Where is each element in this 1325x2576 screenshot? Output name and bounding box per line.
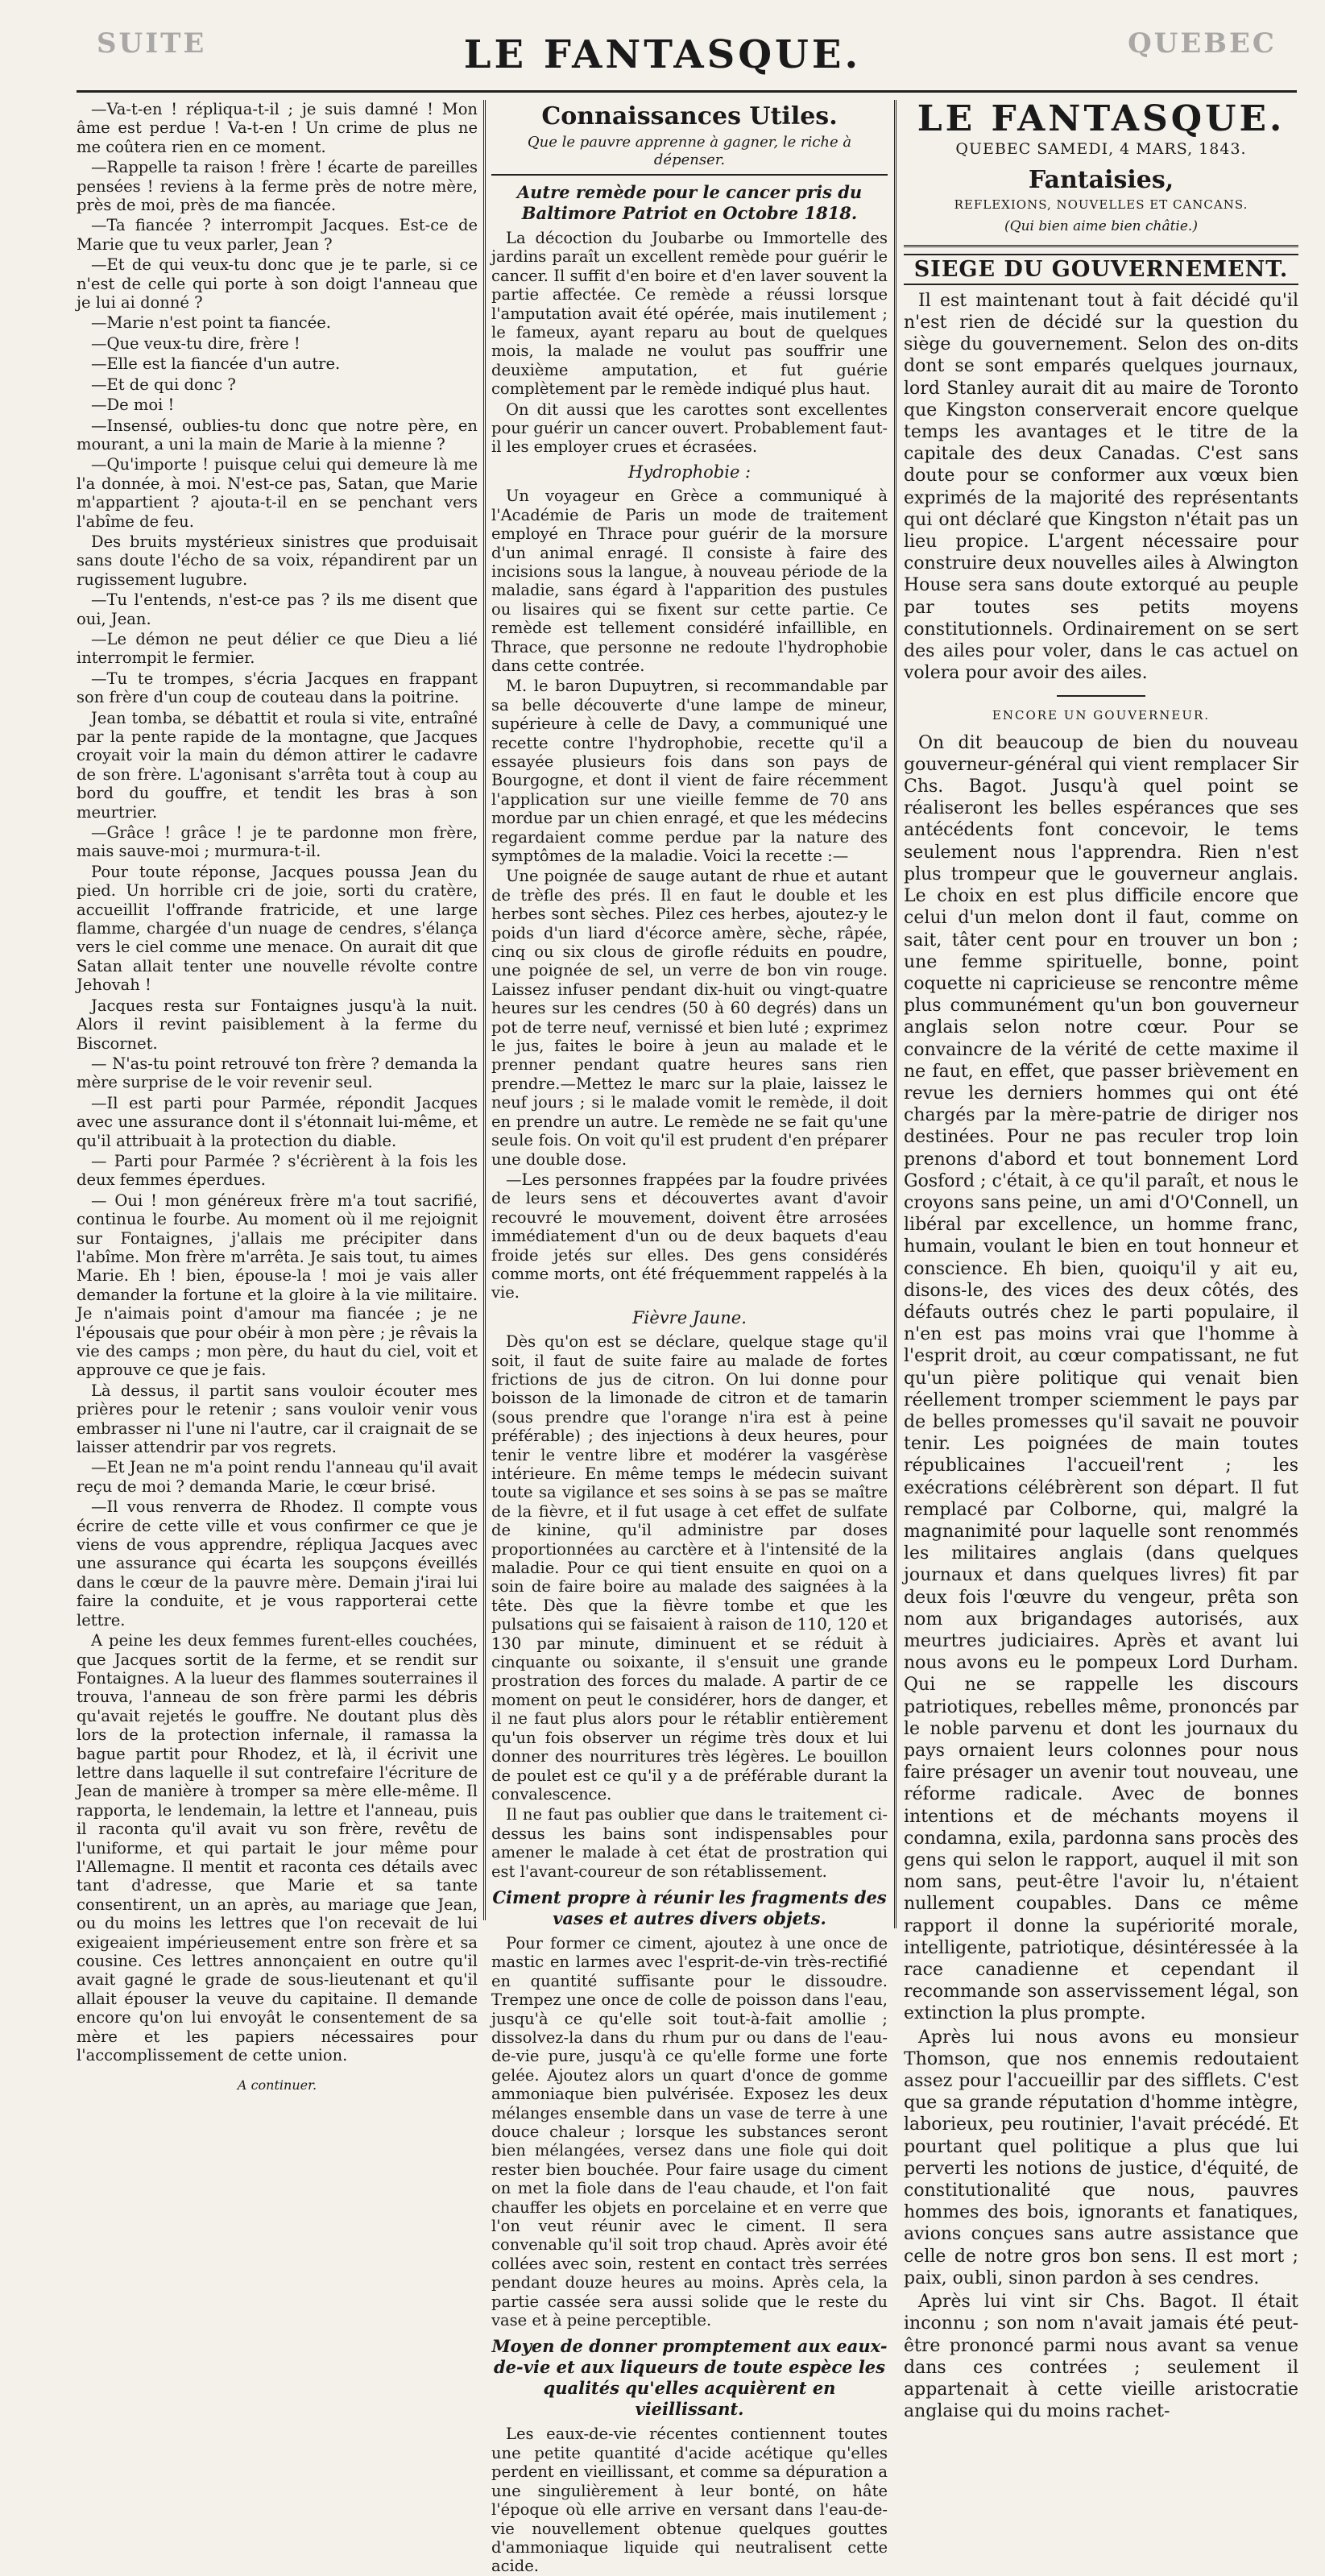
paragraph: —Et Jean ne m'a point rendu l'anneau qu'il avait reçu de moi ? demanda Marie, le cœur brisé.: [77, 1458, 478, 1496]
paragraph: —Le démon ne peut délier ce que Dieu a lié interrompit le fermier.: [77, 629, 478, 668]
paragraph: —Marie n'est point ta fiancée.: [91, 313, 331, 333]
paragraph: A peine les deux femmes furent-elles couchées, que Jacques sortit de la ferme, et se rendit sur Fontaignes. A la lueur des flammes souterraines il trouva, l'anneau de son frère parmi les débris qu'avait rejetés le gouffre. Ne doutant plus dès lors de la protection infernale, il ramassa la bague partit pour Rhodez, et là, il écrivit une lettre dans laquelle il sut contrefaire l'écriture de Jean de manière à tromper sa mère elle-même. Il rapporta, le lendemain, la lettre et l'anneau, puis il raconta qu'il avait vu son frère, revêtu de l'uniforme, et qui partait le jour même pour l'Allemagne. Il mentit et raconta ces détails avec tant d'adresse, que Marie et sa tante consentirent, un an après, au mariage que Jean, ou du moins les lettres que l'on recevait de lui exigeaient impérieusement entre son frère et sa cousine. Ces lettres annonçaient en outre qu'il avait gagné le grade de sous-lieutenant et qu'il allait épouser la veuve du capitaine. Il demande encore qu'on lui envoyât le consentement de sa mère et les papiers nécessaires pour l'accomplissement de cette union.: [77, 1631, 478, 2065]
paragraph: M. le baron Dupuytren, si recommandable par sa belle découverte d'une lampe de mineur, supérieure à celle de Davy, a communiqué une recette contre l'hydrophobie, recette qu'il a essayée plusieurs fois dans son pays de Bourgogne, et dont il vient de faire récemment l'application sur une vieille femme de 70 ans mordue par un chien enragé, et que les médecins regardaient comme perdue par la nature des symptômes de la maladie. Voici la recette :—: [491, 677, 888, 865]
paragraph: —Les personnes frappées par la foudre privées de leurs sens et découvertes avant d'avoir recouvré le mouvement, doivent être arrosées immédiatement d'un ou de deux baquets d'eau froide jetés sur elles. Des gens considérés comme morts, ont été fréquemment rappelés à la vie.: [491, 1170, 888, 1302]
article-title: SIEGE DU GOUVERNEMENT.: [904, 254, 1298, 285]
column-useful-knowledge: [491, 100, 888, 2576]
paragraph: —Va-t-en ! répliqua-t-il ; je suis damné ! Mon âme est perdue ! Va-t-en ! Un crime de plus ne me coûtera rien en ce moment.: [77, 100, 478, 156]
masthead-bleedthrough-left: SUITE: [97, 27, 207, 60]
column-rule-2: [894, 100, 896, 1928]
paragraph: —Et de qui donc ?: [91, 375, 236, 394]
paragraph: —Tu l'entends, n'est-ce pas ? ils me disent que oui, Jean.: [77, 590, 478, 628]
paragraph: — Parti pour Parmée ? s'écrièrent à la fois les deux femmes éperdues.: [77, 1151, 478, 1190]
paragraph: Là dessus, il partit sans vouloir écouter mes prières pour le retenir ; sans vouloir venir vous embrasser ni l'une ni l'autre, car il craignait de se laisser attendrir par vos regrets.: [77, 1381, 478, 1457]
paragraph: —Il est parti pour Parmée, répondit Jacques avec une assurance dont il s'étonnait lui-même, et qu'il attribuait à la protection du diable.: [77, 1093, 478, 1150]
item-title: Autre remède pour le cancer pris du Baltimore Patriot en Octobre 1818.: [516, 182, 863, 223]
paragraph: Une poignée de sauge autant de rhue et autant de trèfle des prés. Il en faut le double et les herbes sont sèches. Pilez ces herbes, ajoutez-y le poids d'un liard d'écorce amère, sèche, râpée, cinq ou six clous de girofle réduits en poudre, une poignée de sel, un verre de bon vin rouge. Laissez infuser pendant dix-huit ou vingt-quatre heures sur les cendres (50 à 60 degrés) dans un pot de terre neuf, vernissé et bien luté ; exprimez le jus, faites le boire à jeun au malade et le prenner pendant quatre heures sans rien prendre.—Mettez le marc sur la plaie, laissez le neuf jours ; si le malade vomit le remède, il doit en prendre un autre. Le remède ne se fait qu'une seule fois. On voit qu'il est prudent d'en préparer une double dose.: [491, 867, 888, 1169]
paragraph: —Grâce ! grâce ! je te pardonne mon frère, mais sauve-moi ; murmura-t-il.: [77, 823, 478, 861]
top-rule: [77, 90, 1297, 93]
paragraph: On dit beaucoup de bien du nouveau gouverneur-général qui vient remplacer Sir Chs. Bagot. Jusqu'à quel point se réaliseront les belles espérances que ses antécédents font concevoir, le tems seulement nous l'apprendra. Rien n'est plus trompeur que le gouverneur anglais. Le choix en est plus difficile encore que celui d'un melon dont il faut, comme on sait, tâter cent pour en trouver un bon ; une femme spirituelle, bonne, point coquette ni capricieuse se rencontre même plus communément qu'un bon gouverneur anglais selon notre cœur. Pour se convaincre de la vérité de cette maxime il ne faut, en effet, que passer brièvement en revue les derniers hommes qui ont été chargés par la mère-patrie de diriger nos destinées. Pour ne pas reculer trop loin prenons d'abord et tout bonnement Lord Gosford ; c'était, à ce qu'il paraît, et nous le croyons sans peine, un ami d'O'Connell, un libéral par excellence, un homme franc, humain, voulant le bien en tout honneur et conscience. Eh bien, quoiqu'il y ait eu, disons-le, des vices des deux côtés, des défauts outrés chez le parti populaire, il n'en est pas moins vrai que l'homme à l'esprit droit, au cœur compatissant, ne fut qu'un pière politique qui venait bien réellement tromper sciemment le pays par de belles promesses qu'il savait ne pouvoir tenir. Les poignées de main toutes républicaines l'accueil'rent ; les exécrations célébrèrent son départ. Il fut remplacé par Colborne, qui, malgré la magnanimité pour laquelle sont renommés les militaires anglais (dans quelques journaux et dans quelques livres) fit par deux fois l'œuvre du vengeur, prêta son nom aux brigandages autorisés, aux meurtres judiciaires. Après et avant lui nous avons eu le pompeux Lord Durham. Qui ne se rappelle les discours patriotiques, rebelles même, prononcés par le noble parvenu et dont les journaux du pays ornaient leurs colonnes pour nous faire présager un avenir tout nouveau, une réforme radicale. Avec de bonnes intentions et de méchants moyens il condamna, exila, pardonna sans procès des gens qui selon le rapport, auquel il mit son nom sans, peut-être l'avoir lu, n'étaient nullement coupables. Dans ce même rapport il donne la supériorité morale, intelligente, patriotique, désintéressée à la race canadienne et cependant il recommande son asservissement légal, son extinction la plus prompte.: [904, 732, 1298, 2024]
article-title: ENCORE UN GOUVERNEUR.: [992, 708, 1211, 723]
paragraph: Il ne faut pas oublier que dans le traitement ci-dessus les bains sont indispensables pour amener le malade à cet état de prostration qui est l'avant-coureur de son rétablissement.: [491, 1805, 888, 1881]
section-motto: Que le pauvre apprenne à gagner, le riche à dépenser.: [491, 134, 888, 176]
masthead-title: LE FANTASQUE.: [463, 32, 862, 77]
paragraph: —Que veux-tu dire, frère !: [91, 333, 300, 353]
column-story: [77, 100, 478, 2094]
paragraph: —Insensé, oublies-tu donc que notre père, en mourant, a uni la main de Marie à la mienne ?: [77, 416, 478, 453]
paragraph: Pour toute réponse, Jacques poussa Jean du pied. Un horrible cri de joie, sorti du cratère, accueillit l'offrande fratricide, et une large flamme, chargée d'un nuage de cendres, s'élança vers le ciel comme une menace. On aurait dit que Satan allait tenter une nouvelle révolte contre Jehovah !: [77, 862, 478, 995]
section-title: Fantaisies,: [1028, 166, 1174, 195]
item-title: Moyen de donner promptement aux eaux-de-vie et aux liqueurs de toute espèce les qualités qu'elles acquièrent en vieillissant.: [491, 2336, 888, 2420]
masthead-bleedthrough-right: QUEBEC: [1128, 27, 1277, 60]
item-title: Fièvre Jaune.: [632, 1307, 747, 1327]
paragraph: Dès qu'on est se déclare, quelque stage qu'il soit, il faut de suite faire au malade de fortes frictions de jus de citron. On lui donne pour boisson de la limonade de citron et de tamarin (sous prendre que l'orange n'ira est à peine préférable) ; des injections à deux heures, pour tenir le ventre libre et modérer la vasgérèse intérieure. En même temps le médecin suivant toute sa vigilance et ses soins à se pas se maître de la fièvre, et il fut usage à cet effet de sulfate de kinine, qu'il administre par doses proportionnées au carctère et à l'intensité de la maladie. Pour ce qui tient ensuite en quoi on a soin de faire boire au malade des saignées à la tête. Dès que la fièvre tombe et que les pulsations qui se faisaient à raison de 110, 120 et 130 par minute, diminuent et se réduit à cinquante ou soixante, il s'ensuit une grande prostration des forces du malade. A partir de ce moment on peut le considérer, hors de danger, et il ne faut plus alors pour le rétablir entièrement qu'un fois observer un régime très doux et lui donner des nourritures très légères. Le bouillon de poulet est ce qu'il y a de préférable durant la convalescence.: [491, 1332, 888, 1804]
masthead: [0, 0, 1325, 81]
paragraph: Jean tomba, se débattit et roula si vite, entraîné par la pente rapide de la montagne, que Jacques croyait voir la main du démon attirer le cadavre de son frère. L'agonisant s'arrêta tout à coup au bord du gouffre, et tendit les bras à son meurtrier.: [77, 708, 478, 822]
to-be-continued: A continuer.: [237, 2077, 317, 2094]
paragraph: Après lui nous avons eu monsieur Thomson, que nos ennemis redoutaient assez pour l'accueillir par des sifflets. C'est que sa grande réputation d'homme intègre, laborieux, peu routinier, l'avait précédé. Et pourtant quel politique a plus que lui perverti les notions de justice, d'équité, de constitutionalité que nous, pauvres hommes des bois, ignorants et fanatiques, avions conçues sans autre assistance que celle de notre gros bon sens. Il est mort ; paix, oubli, sinon pardon à ses cendres.: [904, 2027, 1298, 2288]
section-title: Connaissances Utiles.: [541, 102, 838, 130]
paragraph: —Et de qui veux-tu donc que je te parle, si ce n'est de celle qui porte à son doigt l'anneau que je lui ai donné ?: [77, 255, 478, 313]
divider: [1057, 695, 1145, 697]
paragraph: Les eaux-de-vie récentes contiennent toutes une petite quantité d'acide acétique qu'elles perdent en vieillissant, et comme sa dépuration a une singulièrement à leur bonté, on hâte l'époque où elle arrive en versant dans l'eau-de-vie nouvellement obtenue quelques gouttes d'ammoniaque liquide qui neutralisent cette acide.: [491, 2425, 888, 2576]
item-title: Ciment propre à réunir les fragments des vases et autres divers objets.: [492, 1886, 887, 1928]
paragraph: — N'as-tu point retrouvé ton frère ? demanda la mère surprise de le voir revenir seul.: [77, 1054, 478, 1092]
paragraph: —Ta fiancée ? interrompit Jacques. Est-ce de Marie que tu veux parler, Jean ?: [77, 216, 478, 254]
paragraph: Après lui vint sir Chs. Bagot. Il était inconnu ; son nom n'avait jamais été peut-être prononcé parmi nous avant sa venue dans ces contrées ; seulement il appartenait à cette vieille aristocratie anglaise qui du moins rachet-: [904, 2292, 1298, 2422]
item-title: Hydrophobie :: [627, 462, 752, 482]
paragraph: Jacques resta sur Fontaignes jusqu'à la nuit. Alors il revint paisiblement à la ferme du Biscornet.: [77, 996, 478, 1053]
paragraph: —Rappelle ta raison ! frère ! écarte de pareilles pensées ! reviens à la ferme près de notre mère, près de moi, près de ma fiancée.: [77, 158, 478, 215]
paragraph: —Elle est la fiancée d'un autre.: [91, 354, 341, 374]
column-fantaisies: [904, 98, 1298, 2422]
paragraph: Pour former ce ciment, ajoutez à une once de mastic en larmes avec l'esprit-de-vin très-rectifié en quantité suffisante pour le dissoudre. Trempez une once de colle de poisson dans l'eau, jusqu'à ce qu'elle soit tout-à-fait amollie ; dissolvez-la dans du rhum pur ou dans de l'eau-de-vie pure, jusqu'à ce qu'elle forme une forte gelée. Ajoutez alors un quart d'once de gomme ammoniaque bien pulvérisée. Exposez les deux mélanges ensemble dans un vase de terre à une douce chaleur ; lorsque les substances seront bien mélangées, versez dans une fiole qui doit rester bien bouchée. Pour faire usage du ciment on met la fiole dans de l'eau chaude, et l'on fait chauffer les objets en porcelaine et en verre que l'on veut réunir avec le ciment. Il sera convenable qu'il soit trop chaud. Après avoir été collées avec soin, restent en contact très serrées pendant douze heures au moins. Après cela, la partie cassée sera aussi solide que le reste du vase et à peine perceptible.: [491, 1933, 888, 2330]
paragraph: Un voyageur en Grèce a communiqué à l'Académie de Paris un mode de traitement employé en Thrace pour guérir de la morsure d'un animal enragé. Il consiste à faire des incisions sous la langue, à nouveau période de la maladie, sans égard à l'apparition des pustules ou lisaires qui se fixent sur cette partie. Ce remède est tellement considéré infaillible, en Thrace, que personne ne redoute l'hydrophobie dans cette contrée.: [491, 487, 888, 675]
paragraph: —De moi !: [91, 396, 175, 415]
column-rule-1: [483, 100, 486, 1920]
paragraph: La décoction du Joubarbe ou Immortelle des jardins paraît un excellent remède pour guérir le cancer. Il suffit d'en boire et d'en laver souvent la partie affectée. Ce remède a réussi lorsque l'amputation avait été opérée, mais inutilement ; le fameux, ayant reparu au bout de quelques mois, la malade ne voulut pas souffrir une deuxième amputation, et fut guérie complètement par le remède indiqué plus haut.: [491, 229, 888, 399]
issue-date: QUEBEC SAMEDI, 4 MARS, 1843.: [955, 140, 1247, 158]
column-masthead: LE FANTASQUE.: [917, 98, 1286, 139]
paragraph: On dit aussi que les carottes sont excellentes pour guérir un cancer ouvert. Probablement faut-il les employer crues et écrasées.: [491, 400, 888, 457]
section-subtitle: REFLEXIONS, NOUVELLES ET CANCANS.: [954, 197, 1248, 213]
paragraph: Des bruits mystérieux sinistres que produisait sans doute l'écho de sa voix, répandirent par un rugissement lugubre.: [77, 532, 478, 589]
section-motto: (Qui bien aime bien châtie.): [904, 216, 1298, 246]
paragraph: —Il vous renverra de Rhodez. Il compte vous écrire de cette ville et vous confirmer ce que je viens de vous apprendre, répliqua Jacques avec une assurance qui écarta les soupçons éveillés dans le cœur de la pauvre mère. Demain j'irai lui faire la conduite, et je vous rapporterai cette lettre.: [77, 1497, 478, 1630]
paragraph: — Oui ! mon généreux frère m'a tout sacrifié, continua le fourbe. Au moment où il me rejoignit sur Fontaignes, j'allais me précipiter dans l'abîme. Mon frère m'arrêta. Je sais tout, tu aimes Marie. Eh ! bien, épouse-la ! moi je vais aller demander la fortune et la gloire à la vie militaire. Je n'aimais point d'amour ma fiancée ; je ne l'épousais que pour obéir à mon père ; je rêvais la vie des camps ; mon père, du haut du ciel, voit et approuve ce que je fais.: [77, 1191, 478, 1380]
paragraph: —Qu'importe ! puisque celui qui demeure là me l'a donnée, à moi. N'est-ce pas, Satan, que Marie m'appartient ? ajouta-t-il en se penchant vers l'abîme de feu.: [77, 455, 478, 531]
paragraph: Il est maintenant tout à fait décidé qu'il n'est rien de décidé sur la question du siège du gouvernement. Selon des on-dits dont se sont emparés quelques journaux, lord Stanley aurait dit au maire de Toronto que Kingston conserverait encore quelque temps les avantages et le titre de la capitale des deux Canadas. C'est sans doute pour se conformer aux vœux bien exprimés de la majorité des représentants qui ont déclaré que Kingston n'était pas un lieu propice. L'argent nécessaire pour construire deux nouvelles ailes à Alwington House sera sans doute extorqué au peuple par toutes ses petits moyens constitutionnels. Ordinairement on se sert des ailes pour voler, dans le cas actuel on volera pour avoir des ailes.: [904, 290, 1298, 684]
paragraph: —Tu te trompes, s'écria Jacques en frappant son frère d'un coup de couteau dans la poitrine.: [77, 669, 478, 707]
